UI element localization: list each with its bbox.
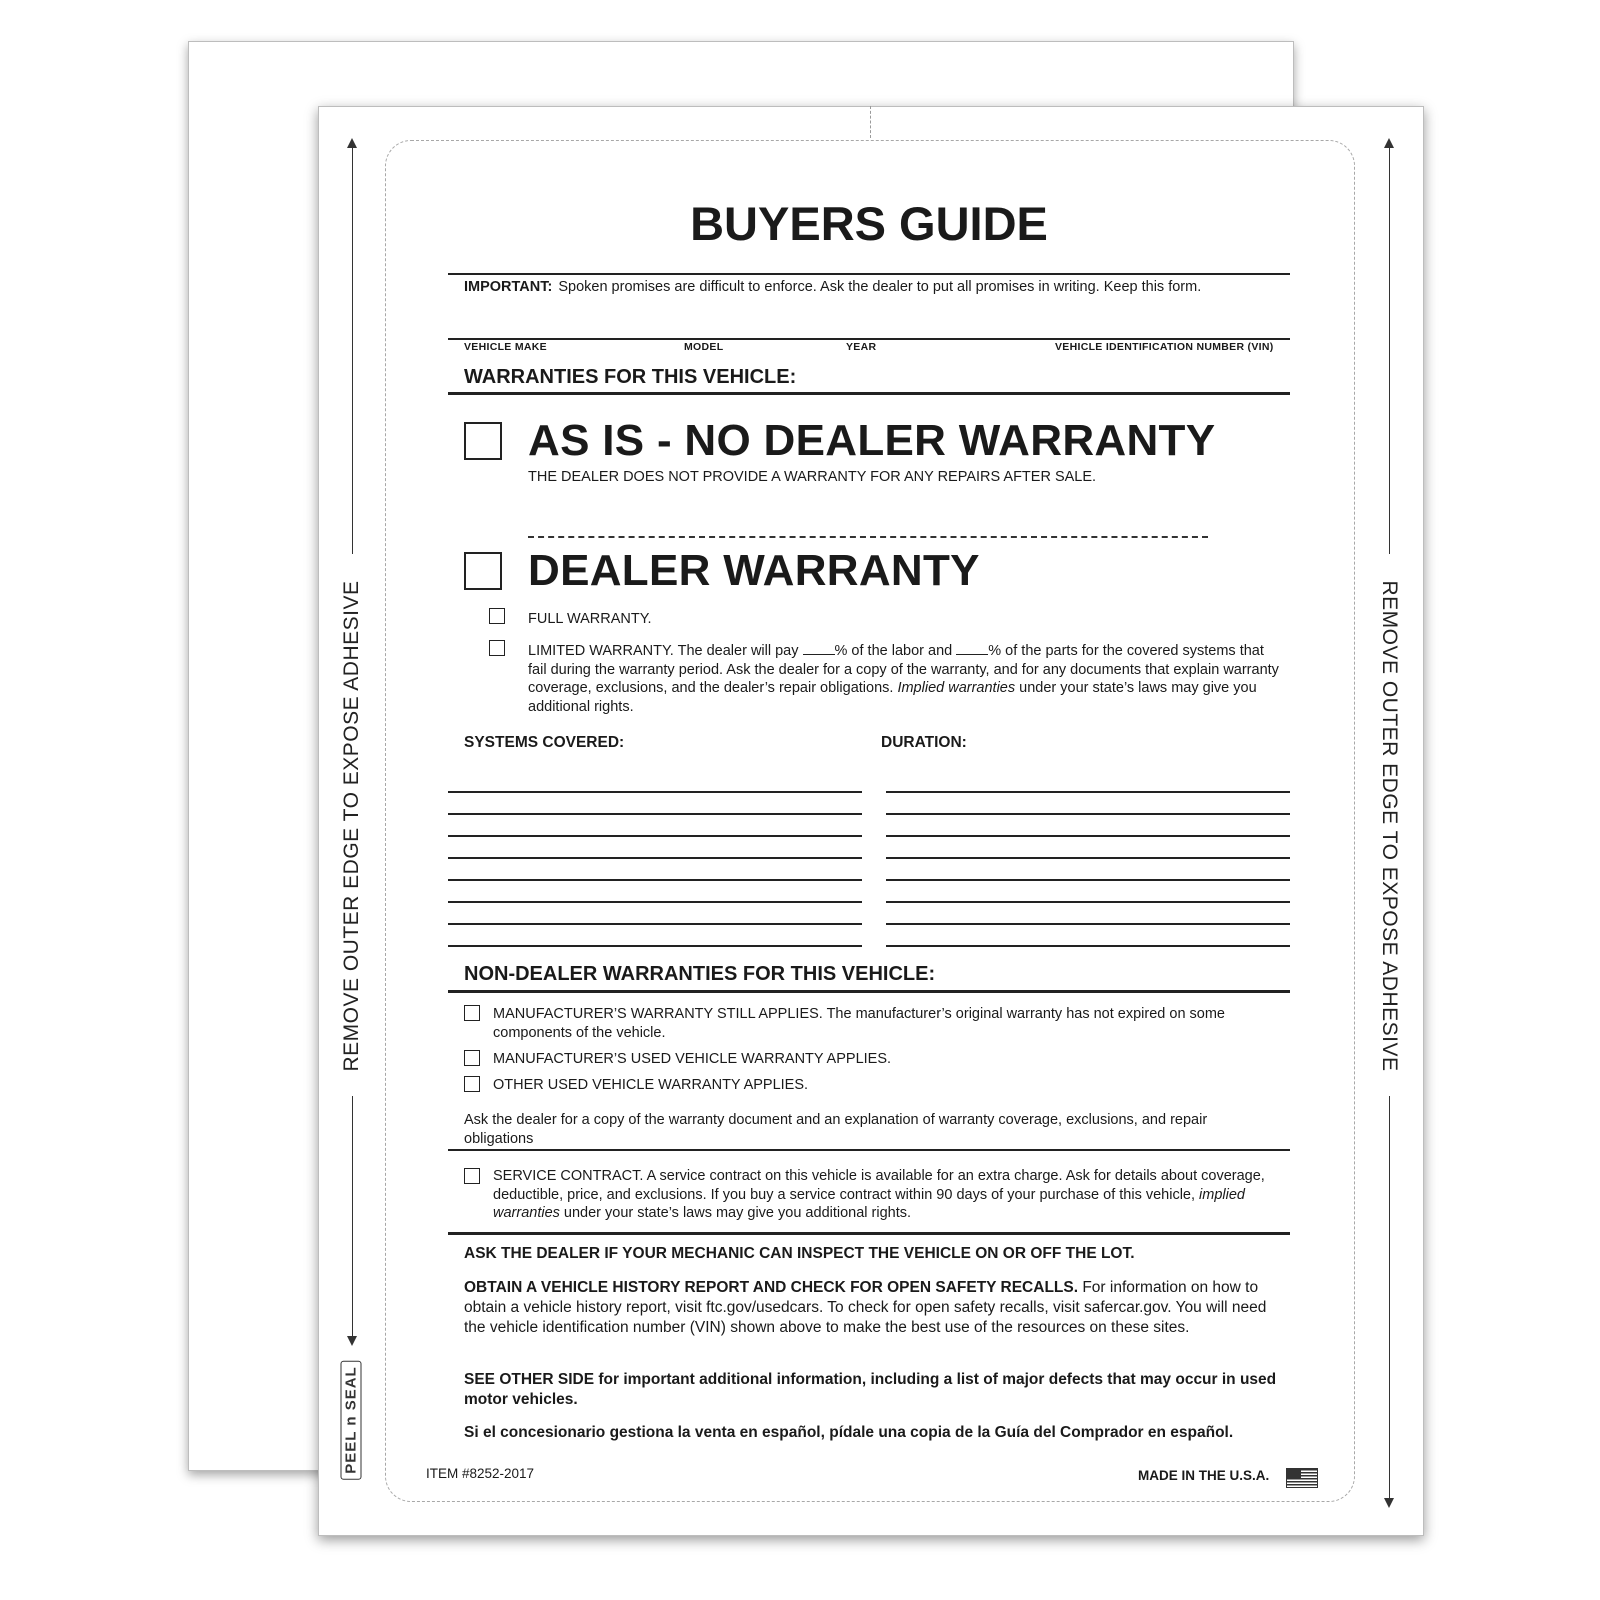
model-label: MODEL [684,341,724,353]
warranties-heading: WARRANTIES FOR THIS VEHICLE: [464,366,797,388]
divider [448,392,1290,395]
side-line [352,1096,353,1336]
duration-line[interactable] [886,791,1290,793]
systems-covered-line[interactable] [448,835,862,837]
other-used-warranty-checkbox[interactable] [464,1076,480,1092]
flag-canton [1287,1469,1301,1479]
duration-label: DURATION: [881,734,967,751]
side-line [352,146,353,554]
item-number: ITEM #8252-2017 [426,1466,535,1481]
implied-warranties-italic: implied warranties [493,1186,1245,1221]
limited-warranty-text [528,642,1280,716]
history-report-heading: OBTAIN A VEHICLE HISTORY REPORT AND CHECK FOR OPEN SAFETY RECALLS. [464,1279,1079,1296]
service-text-part: under your state’s laws may give you additional rights. [559,1205,912,1221]
service-text-part: SERVICE CONTRACT. A service contract on this vehicle is available for an extra charge. Ask for details about coverage, deductible, price, and exclusions. If you buy a service contract within 90 days of your purchase of this vehicle, [493,1168,1265,1203]
mechanic-inspect-text: ASK THE DEALER IF YOUR MECHANIC CAN INSPECT THE VEHICLE ON OR OFF THE LOT. [464,1245,1135,1262]
duration-line[interactable] [886,945,1290,947]
systems-covered-line[interactable] [448,923,862,925]
service-contract-checkbox[interactable] [464,1168,480,1184]
side-instruction-left: REMOVE OUTER EDGE TO EXPOSE ADHESIVE [340,580,363,1072]
as-is-checkbox[interactable] [464,422,502,460]
arrow-down-icon [347,1336,357,1346]
divider [448,1232,1290,1235]
systems-covered-line[interactable] [448,901,862,903]
as-is-subtext: THE DEALER DOES NOT PROVIDE A WARRANTY FOR ANY REPAIRS AFTER SALE. [528,469,1097,485]
tear-line [870,106,871,138]
service-contract-text [493,1167,1283,1223]
duration-line[interactable] [886,879,1290,881]
duration-line[interactable] [886,813,1290,815]
side-line [1389,1096,1390,1498]
vehicle-make-label: VEHICLE MAKE [464,341,547,353]
limited-text-part: % of the labor and [834,643,957,659]
divider [448,273,1290,275]
important-notice [464,279,1201,295]
important-text: Spoken promises are difficult to enforce. Ask the dealer to put all promises in writing. Keep this form. [558,279,1202,295]
parts-percent-blank[interactable] [956,642,988,655]
manufacturer-warranty-text: MANUFACTURER’S WARRANTY STILL APPLIES. The manufacturer’s original warranty has not expired on some components of the vehicle. [493,1006,1225,1041]
form-title: BUYERS GUIDE [690,197,1048,250]
duration-line[interactable] [886,923,1290,925]
limited-text-part: % of the parts for the covered systems that fail during the warranty period. Ask the dealer for a copy of the warranty, and for any documents that explain warranty coverage, exclusions, and the dealer’s repair obligations. [528,643,1279,696]
limited-text-part: LIMITED WARRANTY. The dealer will pay [528,643,803,659]
us-flag-icon [1286,1468,1318,1488]
duration-line[interactable] [886,857,1290,859]
peel-n-seal-logo: PEEL n SEAL [341,1360,362,1479]
systems-covered-line[interactable] [448,879,862,881]
important-label: IMPORTANT: [464,279,553,295]
divider [448,990,1290,993]
duration-line[interactable] [886,901,1290,903]
systems-covered-line[interactable] [448,791,862,793]
made-in-usa: MADE IN THE U.S.A. [1138,1468,1270,1483]
as-is-heading: AS IS - NO DEALER WARRANTY [528,416,1216,465]
dashed-separator [528,536,1208,538]
manufacturer-warranty-checkbox[interactable] [464,1005,480,1021]
implied-warranties-italic: Implied warranties [897,680,1016,696]
arrow-down-icon [1384,1498,1394,1508]
history-report-body: For information on how to obtain a vehicle history report, visit ftc.gov/usedcars. To check for open safety recalls, visit safercar.gov. You will need the vehicle identification number (VIN) shown above to make the best use of the resources on these sites. [464,1279,1267,1336]
divider [448,1149,1290,1151]
systems-covered-line[interactable] [448,945,862,947]
history-report-text [464,1278,1279,1338]
vehicle-info-line[interactable] [448,338,1290,340]
dealer-warranty-heading: DEALER WARRANTY [528,546,980,595]
non-dealer-heading: NON-DEALER WARRANTIES FOR THIS VEHICLE: [464,963,936,985]
ask-copy-text: Ask the dealer for a copy of the warranty document and an explanation of warranty coverage, exclusions, and repair obligations [464,1112,1208,1147]
other-side-text: SEE OTHER SIDE for important additional information, including a list of major defects that may occur in used motor vehicles. [464,1371,1277,1408]
other-used-warranty-text: OTHER USED VEHICLE WARRANTY APPLIES. [493,1077,809,1093]
systems-covered-line[interactable] [448,857,862,859]
year-label: YEAR [846,341,877,353]
vin-label: VEHICLE IDENTIFICATION NUMBER (VIN) [1055,341,1274,353]
dealer-warranty-checkbox[interactable] [464,552,502,590]
spanish-text: Si el concesionario gestiona la venta en español, pídale una copia de la Guía del Comprador en español. [464,1424,1234,1441]
side-instruction-right: REMOVE OUTER EDGE TO EXPOSE ADHESIVE [1378,580,1401,1072]
labor-percent-blank[interactable] [803,642,835,655]
duration-line[interactable] [886,835,1290,837]
systems-covered-line[interactable] [448,813,862,815]
side-line [1389,146,1390,554]
manufacturer-used-warranty-checkbox[interactable] [464,1050,480,1066]
limited-text-part: under your state’s laws may give you additional rights. [528,680,1257,715]
manufacturer-used-warranty-text: MANUFACTURER’S USED VEHICLE WARRANTY APPLIES. [493,1051,892,1067]
limited-warranty-checkbox[interactable] [489,640,505,656]
full-warranty-label: FULL WARRANTY. [528,611,652,627]
systems-covered-label: SYSTEMS COVERED: [464,734,625,751]
full-warranty-checkbox[interactable] [489,608,505,624]
